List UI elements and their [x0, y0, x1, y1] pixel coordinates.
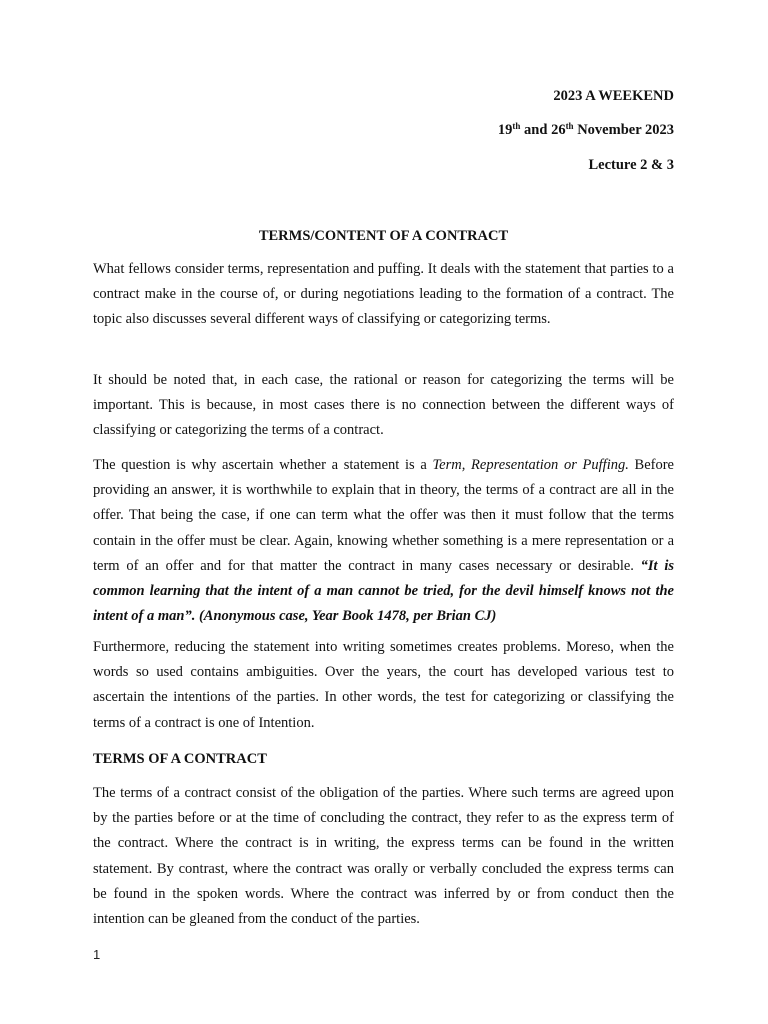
date-day-2: 26 — [551, 122, 566, 138]
date-month-year: November 2023 — [573, 122, 674, 138]
paragraph-rationale: It should be noted that, in each case, the rational or reason for categorizing the terms will be important. This is because, in most cases there is no connection between the different ways of classifying or categorizing the terms of a contract. — [93, 372, 674, 439]
paragraph-intro: What fellows consider terms, representation and puffing. It deals with the statement that parties to a contract make in the course of, or during negotiations leading to the formation of a contract. The topic also discusses several different ways of classifying or categorizing terms. — [93, 261, 674, 328]
term-representation-puffing: Term, Representation or Puffing. — [432, 457, 629, 473]
section-title: TERMS/CONTENT OF A CONTRACT — [258, 228, 509, 244]
date-suffix-1: th — [512, 121, 521, 131]
paragraph-writing: Furthermore, reducing the statement into writing sometimes creates problems. Moreso, when the words so used contains ambiguities. Over the years, the court has developed various test to ascertain the intentions of the parties. In other words, the test for categorizing or classifying the terms of a contract is one of Intention. — [93, 639, 674, 731]
paragraph-terms: The terms of a contract consist of the obligation of the parties. Where such terms are agreed upon by the parties before or at the time of concluding the contract, they refer to as the express term of the contract. Where the contract is in writing, the express terms can be found in the written statement. By contrast, where the contract was orally or verbally concluded the express terms can be found in the spoken words. Where the contract was inferred by or from conduct then the intention can be gleaned from the conduct of the parties. — [93, 785, 674, 928]
quotation: “It is common learning that the intent of a man cannot be tried, for the devil himself knows not the intent of a man”. (Anonymous case, Year Book 1478, per Brian CJ) — [93, 557, 674, 625]
page-number: 1 — [93, 947, 101, 962]
paragraph-question — [93, 453, 674, 629]
date-day-1: 19 — [497, 122, 513, 138]
header-dates — [498, 122, 674, 139]
header-weekend: 2023 A WEEKEND — [553, 88, 674, 104]
date-and: and — [520, 122, 552, 138]
header-lecture: Lecture 2 & 3 — [588, 157, 674, 173]
date-suffix-2: th — [565, 121, 574, 131]
subheading-terms: TERMS OF A CONTRACT — [93, 751, 267, 767]
paragraph-question-start: The question is why ascertain whether a statement is a — [93, 457, 433, 473]
paragraph-question-body: Before providing an answer, it is worthwhile to explain that in theory, the terms of a contract are all in the offer. That being the case, if one can term what the offer was then it must follow that the terms contain in the offer must be clear. Again, knowing whether something is a mere representation or a term of an offer and for that matter the contract in many cases necessary or desirable. — [93, 457, 674, 574]
